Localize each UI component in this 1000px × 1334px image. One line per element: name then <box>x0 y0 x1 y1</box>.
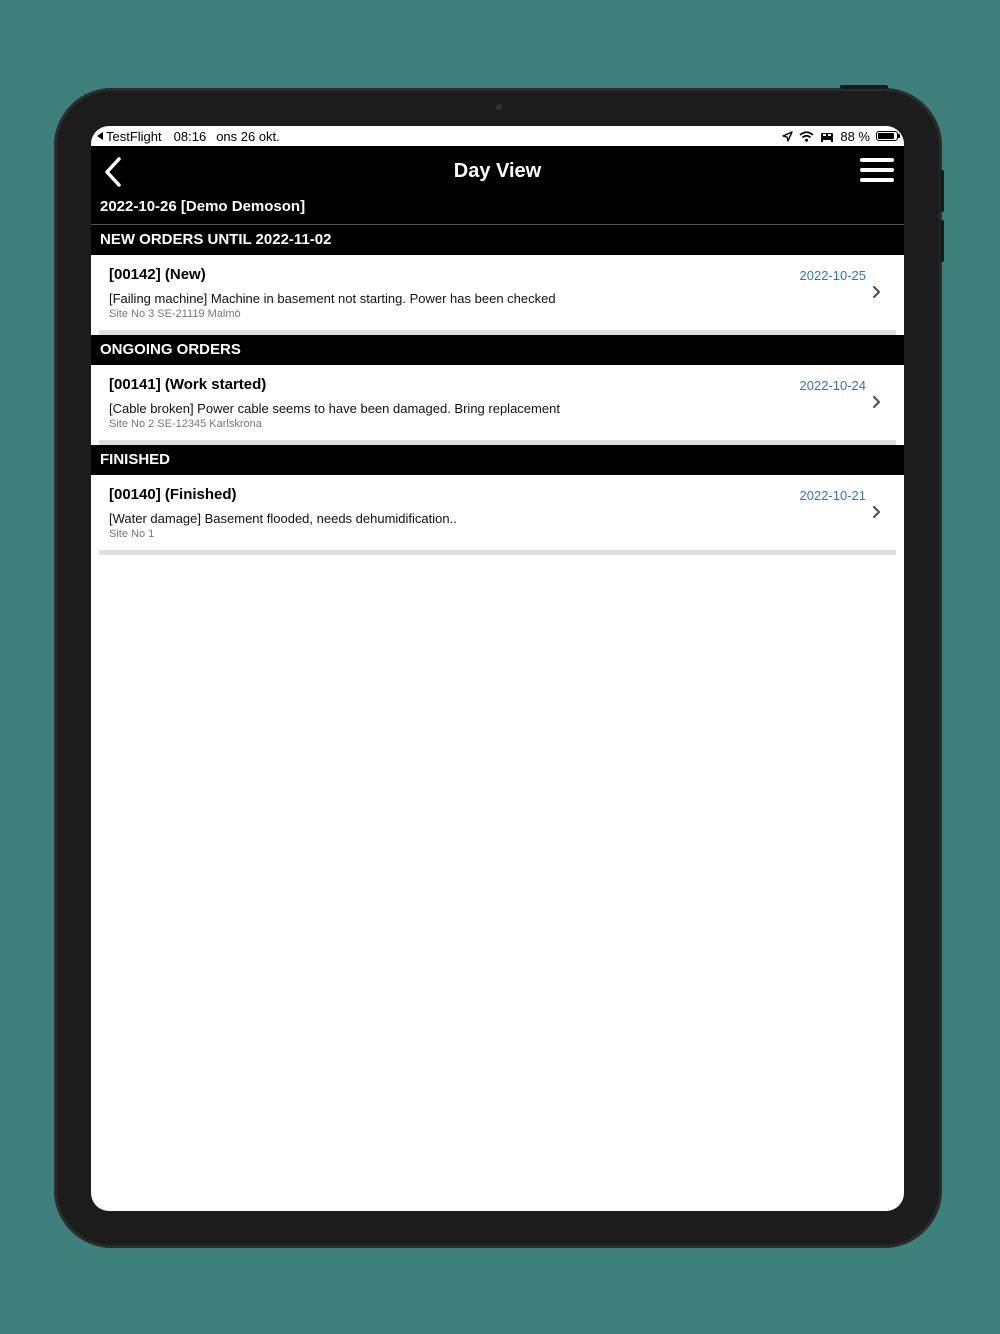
divider <box>99 550 896 555</box>
camera <box>496 104 502 110</box>
battery-percent: 88 % <box>840 128 870 144</box>
power-button <box>840 85 888 89</box>
order-description: [Failing machine] Machine in basement not starting. Power has been checked <box>109 291 556 306</box>
order-row-00141[interactable] <box>91 365 904 440</box>
section-header-finished: FINISHED <box>91 445 904 475</box>
day-subheader: 2022-10-26 [Demo Demoson] <box>91 198 904 225</box>
order-row-00142[interactable] <box>91 255 904 330</box>
order-site: Site No 3 SE-21119 Malmö <box>109 308 241 320</box>
order-description: [Water damage] Basement flooded, needs dehumidification.. <box>109 511 457 526</box>
battery-level <box>878 133 894 139</box>
back-triangle-icon <box>97 132 103 140</box>
menu-button[interactable] <box>860 158 894 186</box>
status-right <box>782 129 898 144</box>
section-header-ongoing-orders: ONGOING ORDERS <box>91 335 904 365</box>
order-site: Site No 1 <box>109 528 155 540</box>
order-date: 2022-10-21 <box>799 488 866 503</box>
order-title: [00142] (New) <box>109 266 206 283</box>
status-time: 08:16 <box>173 128 207 144</box>
section-header-new-orders: NEW ORDERS UNTIL 2022-11-02 <box>91 225 904 255</box>
chevron-right-icon <box>872 395 882 409</box>
hamburger-menu-icon-line <box>860 158 894 162</box>
bed-icon <box>820 131 834 142</box>
back-to-app[interactable] <box>97 129 162 144</box>
nav-bar <box>91 146 904 198</box>
order-date: 2022-10-25 <box>799 268 866 283</box>
status-date: ons 26 okt. <box>216 128 280 144</box>
screen <box>91 126 904 1211</box>
back-app-label: TestFlight <box>106 128 162 144</box>
order-row-00140[interactable] <box>91 475 904 550</box>
wifi-icon <box>799 131 814 142</box>
chevron-right-icon <box>872 505 882 519</box>
order-description: [Cable broken] Power cable seems to have been damaged. Bring replacement <box>109 401 560 416</box>
battery-icon <box>876 131 898 141</box>
location-icon <box>782 131 793 142</box>
hamburger-menu-icon-line <box>860 178 894 182</box>
status-left <box>97 129 280 144</box>
order-title: [00140] (Finished) <box>109 486 237 503</box>
volume-up-button <box>940 170 944 212</box>
order-date: 2022-10-24 <box>799 378 866 393</box>
order-title: [00141] (Work started) <box>109 376 267 393</box>
chevron-right-icon <box>872 285 882 299</box>
page-title: Day View <box>453 160 542 182</box>
order-site: Site No 2 SE-12345 Karlskrona <box>109 418 262 430</box>
hamburger-menu-icon-line <box>860 168 894 172</box>
status-bar <box>91 126 904 146</box>
volume-down-button <box>940 220 944 262</box>
